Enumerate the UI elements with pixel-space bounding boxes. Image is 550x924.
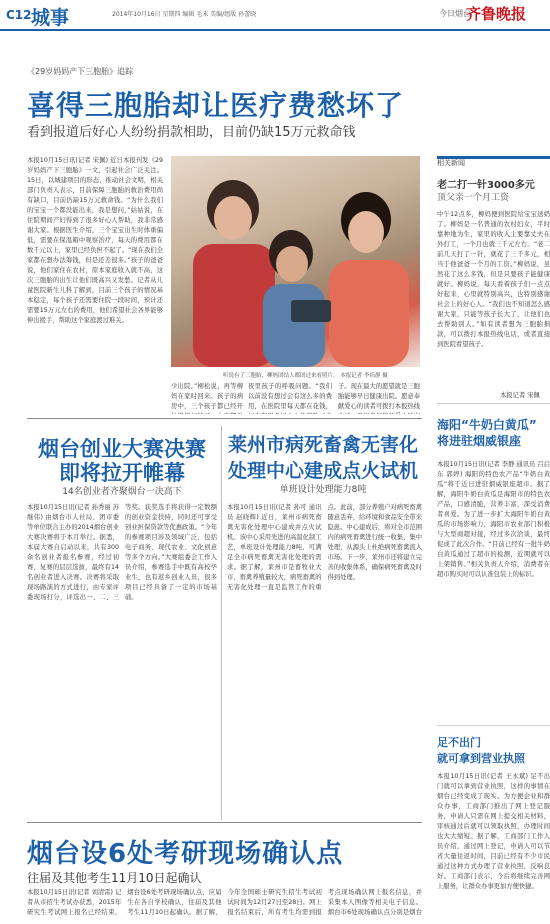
mid-left-body: 本报10月15日讯(记者 孙秀丽 苏继伟) 由烟台市人社局、团市委等单位联合主办的2014烟台创业大赛决赛将于本月举行。据悉，本届大赛自启动以来，共有300余名创业者报名参赛，经过初赛、复赛的层层选拔，最终有14名创业者进入决赛。决赛将采取现场路演的方式进行，由专家评委现场打分，评选出一、二、三等奖。获奖选手将获得一定数额的创业资金扶持，同时还可享受创业担保贷款等优惠政策。“今年的参赛项目涉及领域广泛，包括电子商务、现代农业、文化创意等多个方向。”大赛组委会工作人员介绍，参赛选手中既有高校毕业生，也有返乡创业人员，很多项目已经具备了一定的市场基础。 [27, 504, 217, 601]
header-rule [0, 29, 550, 31]
lead-photo [171, 156, 420, 367]
photo-caption: 听说有了三胞胎，柳妈团结人都团过来看照片。 本报记者 李培静 摄 [223, 373, 388, 379]
lead-column-1: 本报10月15日讯(记者 宋佩) 近日本报刊发《29岁妈妈产下三胞胎》一文，引起社会广泛关注。15日，以城建项目的形态，推动社会文明，相关部门负责人表示，目前保障三胞胎的救治费用尚有缺口，目前仍缺15万元救命钱。“为什么我们的宝宝一个都没能出来，我是想问，”姑姑说，在住院期间产妇得到了很多好心人帮助，我非常感谢大家。根据医生介绍，三个宝宝出生时体重偏低，需要在保温箱中观察治疗，每天的费用都在数千元以上，家里已经负担不起了。“现在我们全家都在想办法筹钱，但是还差很多。”孩子的爸爸说，他们家住在农村，原本家庭收入就不高，这次三胞胎的出生让他们既高兴又发愁。记者从儿童医院新生儿科了解到，目前三个孩子的情况基本稳定，每个孩子还需要住院一段时间，预计还需要15万元左右的费用，他们希望社会各界能够伸出援手，帮助这个家庭渡过难关。 [27, 157, 163, 324]
section-rule-2 [27, 822, 422, 823]
site-label: 今日烟台 [439, 9, 471, 18]
side-divider-1 [437, 403, 550, 404]
lead-column-3: 夜里孩子的呼吸问题。“我们以前没有想过会有这么多的费用，在医院里每天都在花钱， [248, 383, 332, 410]
lead-headline[interactable]: 喜得三胞胎却让医疗费愁坏了 [27, 89, 405, 122]
related-news-tag: 相关新闻 [437, 159, 465, 167]
mid-divider [221, 426, 222, 820]
side2-headline-line1[interactable]: 海阳“牛奶白黄瓜” [437, 418, 537, 432]
mid-right-headline-line2[interactable]: 处理中心建成点火试机 [227, 460, 418, 482]
side1-subheadline: 顶父亲一个月工资 [437, 193, 510, 203]
lead-column-4: 子。现在最大的愿望就是三胞胎能够早日健康出院。愿意奉献爱心的读者可拨打本报热线 [338, 383, 420, 410]
side2-body: 本报10月15日讯(记者 李静 通讯员 吕启东 郭婷) 海阳的特色农产品“牛奶白黄瓜”将于近日进驻烟威银座超市。据了解，海阳牛奶白黄瓜是海阳市的特色农产品，口感清脆，营养丰富，深受消费者喜爱。为了进一步扩大海阳牛奶白黄瓜的市场影响力，海阳市农业部门积极与大型商超对接，经过多次洽谈，最终促成了此次合作。“目前已经有一批牛奶白黄瓜通过了超市的检测，近期就可以上架销售。”相关负责人介绍，消费者在超市购买时可以认准包装上的标识。 [437, 461, 550, 578]
issue-meta: 2014年10月16日 星期四 编辑 毛末 美编/组版 孙蕾晓 [112, 11, 257, 18]
side3-headline-line2[interactable]: 就可拿到营业执照 [437, 752, 525, 765]
bottom-headline[interactable]: 烟台设6处考研现场确认点 [27, 839, 344, 869]
side-divider-2 [437, 725, 550, 726]
section-title: 城事 [31, 7, 70, 29]
photo-figures-icon [171, 156, 420, 367]
side3-headline-line1[interactable]: 足不出门 [437, 736, 481, 749]
lead-column-2: 少出院。”柳松说，再等柳妈在家时回来。孩子的病房中，三个孩子都已经开 [171, 383, 243, 410]
lead-subheadline: 看到报道后好心人纷纷捐款相助，目前仍缺15万元救命钱 [27, 125, 356, 140]
page-number: C12 [6, 8, 32, 22]
mid-left-subheadline: 14名创业者齐聚烟台一决高下 [62, 487, 182, 497]
lead-kicker: 《29岁妈妈产下三胞胎》追踪 [27, 67, 134, 76]
side1-byline: 本报记者 宋佩 [500, 392, 540, 399]
mid-right-headline-line1[interactable]: 莱州市病死畜禽无害化 [227, 434, 418, 456]
side1-headline[interactable]: 老二打一针3000多元 [437, 180, 535, 191]
mid-right-subheadline: 单班设计处理能力8吨 [279, 485, 367, 495]
side1-body: 中午12点多，柳妈便到医院给宝宝送奶了。柳妈是一名普通的农村妇女，平时靠种地为生，家里的收入主要靠丈夫在外打工，一个月也就三千元左右。“老二前几天打了一针，就花了三千多元，相当于他爸爸一个月的工资。”柳妈说，虽然花了这么多钱，但是只要孩子能健康就好。柳妈说，每天看着孩子们一点点好起来，心里就特别高兴，也特别感谢社会上的好心人。“我们也不知道怎么感谢大家，只能等孩子长大了，让他们也去帮助别人。”如有读者想为三胞胎捐款，可以拨打本报热线电话，或者直接到医院看望孩子。 [437, 211, 550, 348]
mid-left-headline-line2[interactable]: 即将拉开帷幕 [59, 461, 185, 485]
mid-right-body: 本报10月15日讯(记者 孙可 通讯员 赵晓辉) 近日，莱州市病死畜禽无害化处理中心建成并点火试机。该中心采用先进的高温化制工艺，单班设计处理能力8吨，可满足全市病死畜禽无害化处理的需求。据了解，莱州市是畜牧业大市，畜禽养殖量较大，病死畜禽的无害化处理一直是监管工作的重点。此前，部分养殖户对病死畜禽随意丢弃，给环境和食品安全带来隐患。中心建成后，将对全市范围内的病死畜禽进行统一收集、集中处理，从源头上杜绝病死畜禽流入市场。下一步，莱州市还将建立完善的收集体系，确保病死畜禽及时得到处理。 [227, 504, 422, 591]
bottom-subheadline: 往届及其他考生11月10日起确认 [27, 871, 202, 885]
mid-left-headline-line1[interactable]: 烟台创业大赛决赛 [38, 437, 206, 461]
section-rule-1 [27, 418, 422, 419]
side2-headline-line2[interactable]: 将进驻烟威银座 [437, 434, 522, 448]
side3-body: 本报10月15日讯(记者 王永斌) 足不出门就可以拿到营业执照，这样的事情在烟台已经变成了现实。为方便企业和群众办事，工商部门推出了网上登记服务，申请人只需在网上提交相关材料，审核通过后就可以领取执照，办理时间也大大缩短。据了解，工商部门工作人员介绍，通过网上登记，申请人可以节省大量往返时间，目前已经有不少市民通过这种方式办理了营业执照，反响良好。工商部门表示，今后将继续完善网上服务，让群众办事更加方便快捷。 [437, 773, 550, 890]
bottom-body: 本报10月15日讯(记者 刘清雷) 记者从市招生考试办获悉，2015年研究生考试网上报名已经结束，烟台设6处考研现场确认点，应届生在各自学校确认，往届及其他考生11月10日起确认。据了解，今年全国硕士研究生招生考试初试时间为12月27日至28日。网上报名结束后，所有考生均需到报考点现场确认网上报名信息，并采集本人图像等相关电子信息。烟台市6处现场确认点分别是烟台 [27, 889, 422, 916]
newspaper-logo: 齐鲁晚报 [466, 5, 527, 21]
